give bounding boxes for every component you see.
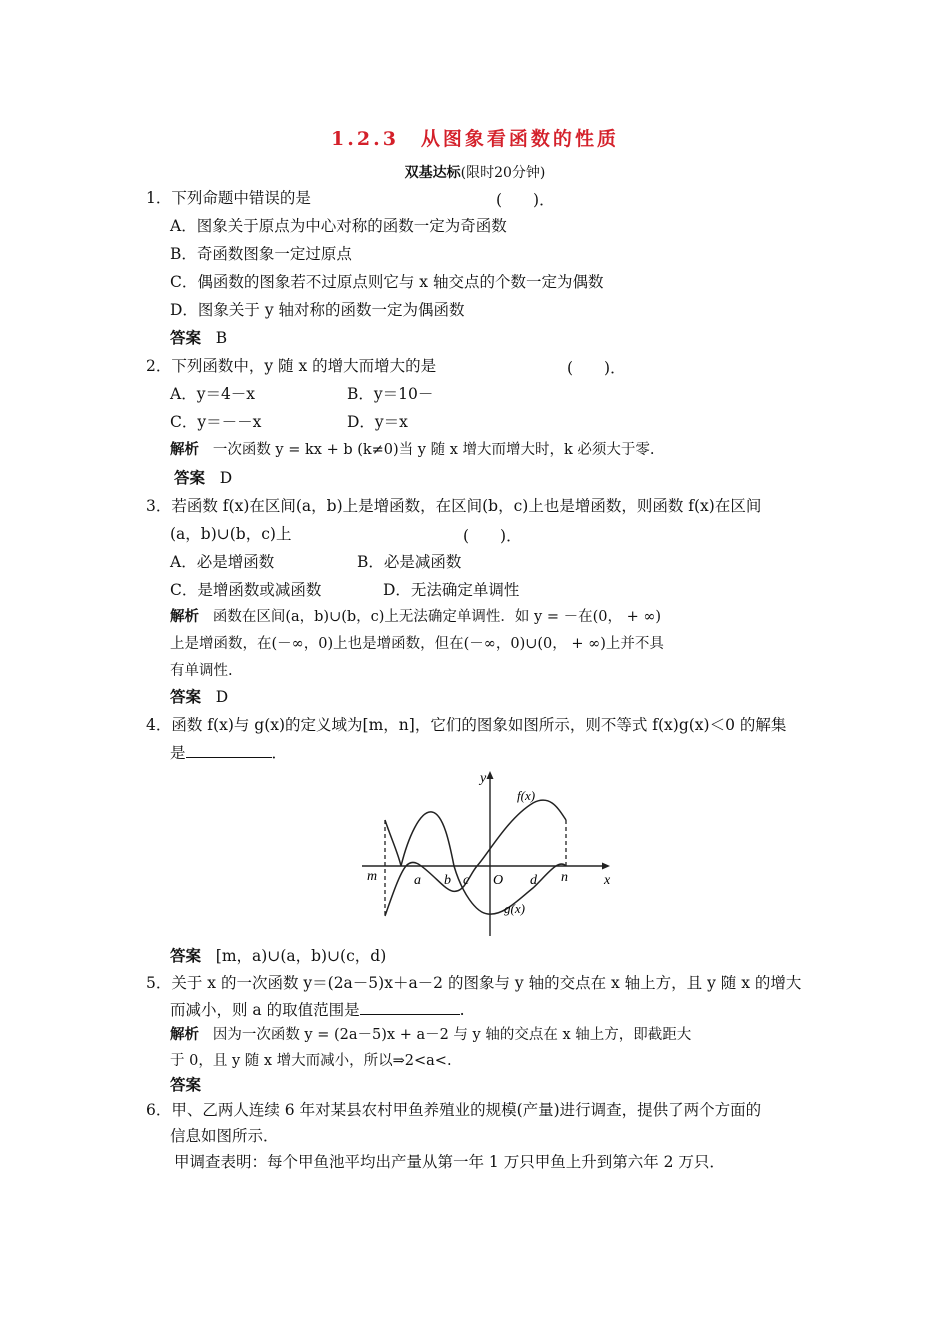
q3-answer <box>170 687 228 707</box>
answer-label: 答案 <box>170 946 202 965</box>
point-label-d: d <box>530 873 537 888</box>
q3-analysis-line3: 有单调性. <box>170 663 233 679</box>
q5-stem-prefix: 而减小，则 a 的取值范围是 <box>170 1001 360 1019</box>
answer-label: 答案 <box>170 328 202 347</box>
q1-paren: ( )． <box>496 191 555 209</box>
q1-option-d: D．图象关于 y 轴对称的函数一定为偶函数 <box>170 301 465 319</box>
analysis-label: 解析 <box>170 441 199 458</box>
q3-stem-line1: 3．若函数 f(x)在区间(a，b)上是增函数，在区间(b，c)上也是增函数，则函数 f(x)在区间 <box>146 497 762 515</box>
q1-option-b: B．奇函数图象一定过原点 <box>170 245 352 263</box>
answer-value: D <box>215 688 229 706</box>
page-title: 1.2.3 从图象看函数的性质 <box>331 128 619 150</box>
q2-paren: ( )． <box>567 359 626 377</box>
q3-option-a: A．必是增函数 <box>170 553 275 571</box>
subtitle-rest: (限时20分钟) <box>460 165 546 181</box>
point-label-b: b <box>444 873 451 888</box>
g-label: g(x) <box>504 901 525 916</box>
q6-stem-line1: 6．甲、乙两人连续 6 年对某县农村甲鱼养殖业的规模(产量)进行调查，提供了两个方面的 <box>146 1101 762 1119</box>
q3-option-b: B．必是减函数 <box>357 553 462 571</box>
q5-analysis-line1 <box>170 1025 691 1045</box>
y-axis-label: y <box>480 771 487 786</box>
q2-option-c: C．y＝－－x <box>170 413 262 431</box>
page-subtitle <box>0 162 950 182</box>
answer-value: D <box>219 469 233 487</box>
q5-stem-line1: 5．关于 x 的一次函数 y＝(2a－5)x＋a－2 的图象与 y 轴的交点在 x 轴上方，且 y 随 x 的增大 <box>146 974 802 992</box>
q4-stem-line1: 4．函数 f(x)与 g(x)的定义域为[m，n]，它们的图象如图所示，则不等式 f(x)g(x)＜0 的解集 <box>146 716 787 734</box>
q6-stem-line2: 信息如图所示． <box>170 1127 279 1145</box>
q2-option-a: A．y＝4－x <box>170 385 256 403</box>
x-axis-label: x <box>604 873 611 888</box>
q4-stem-suffix: ． <box>271 744 288 762</box>
f-label: f(x) <box>517 788 536 803</box>
answer-value: [m，a)∪(a，b)∪(c，d) <box>215 947 387 965</box>
q3-analysis-line2: 上是增函数，在(－∞，0)上也是增函数，但在(－∞，0)∪(0， + ∞)上并不具 <box>170 636 664 652</box>
answer-value: B <box>215 329 228 347</box>
subtitle-bold: 双基达标 <box>404 165 461 181</box>
q4-function-graph <box>358 768 618 938</box>
q1-option-a: A．图象关于原点为中心对称的函数一定为奇函数 <box>170 217 507 235</box>
q5-stem-suffix: . <box>459 1001 465 1019</box>
answer-label: 答案 <box>174 468 206 487</box>
point-label-a: a <box>414 873 421 888</box>
analysis-label: 解析 <box>170 608 199 625</box>
f-curve <box>385 800 566 916</box>
q2-answer <box>174 468 232 488</box>
q4-stem-line2 <box>170 743 287 763</box>
y-axis-arrow-icon <box>487 771 494 779</box>
q3-option-d: D．无法确定单调性 <box>383 581 520 599</box>
q3-analysis-line1 <box>170 607 661 627</box>
analysis-label: 解析 <box>170 1026 199 1043</box>
q4-answer <box>170 946 386 966</box>
q5-answer <box>170 1075 201 1095</box>
q2-stem: 2．下列函数中，y 随 x 的增大而增大的是 <box>146 357 437 375</box>
q5-stem-line2 <box>170 1000 465 1020</box>
q1-answer <box>170 328 227 348</box>
q2-option-b: B．y＝10－ <box>347 385 434 403</box>
q3-paren: ( )． <box>463 527 522 545</box>
x-axis-arrow-icon <box>602 863 610 870</box>
q3-stem-line2: (a，b)∪(b，c)上 <box>170 525 292 543</box>
answer-label: 答案 <box>170 687 202 706</box>
q5-analysis-line2: 于 0，且 y 随 x 增大而减小，所以⇒2<a<. <box>170 1053 452 1069</box>
q1-stem: 1．下列命题中错误的是 <box>146 189 311 207</box>
q1-option-c: C．偶函数的图象若不过原点则它与 x 轴交点的个数一定为偶数 <box>170 273 604 291</box>
point-label-m: m <box>367 869 378 884</box>
q2-analysis <box>170 440 655 460</box>
analysis-text: 一次函数 y = kx + b (k≠0)当 y 随 x 增大而增大时，k 必须大于零. <box>212 442 655 458</box>
q4-stem-prefix: 是 <box>170 744 186 762</box>
q6-stem-line3: 甲调查表明：每个甲鱼池平均出产量从第一年 1 万只甲鱼上升到第六年 2 万只． <box>174 1153 725 1171</box>
analysis-text: 函数在区间(a，b)∪(b，c)上无法确定单调性．如 y = －在(0， + ∞) <box>212 609 662 625</box>
point-label-n: n <box>561 870 568 885</box>
q4-answer-blank <box>186 743 272 758</box>
q5-answer-blank <box>360 1000 460 1015</box>
point-label-c: c <box>463 873 470 888</box>
point-label-o: O <box>493 873 504 888</box>
answer-label: 答案 <box>170 1075 202 1094</box>
q3-option-c: C．是增函数或减函数 <box>170 581 322 599</box>
analysis-text: 因为一次函数 y = (2a－5)x + a－2 与 y 轴的交点在 x 轴上方，即截距大 <box>212 1027 692 1043</box>
q2-option-d: D．y＝x <box>347 413 408 431</box>
